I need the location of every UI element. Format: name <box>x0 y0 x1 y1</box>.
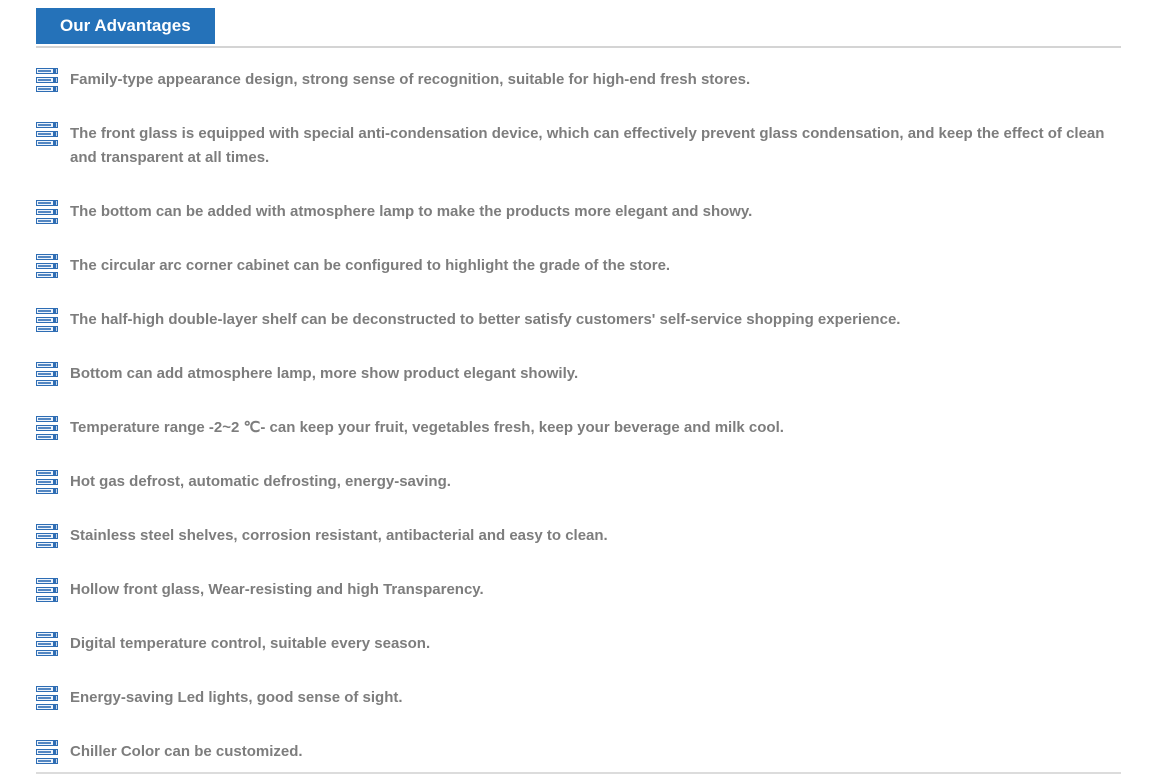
server-stack-icon <box>36 740 58 764</box>
advantage-text: Digital temperature control, suitable every season. <box>70 635 431 652</box>
advantage-text: Family-type appearance design, strong sense of recognition, suitable for high-end fresh stores. <box>70 71 751 88</box>
list-item <box>36 416 1121 440</box>
list-item <box>36 254 1121 278</box>
advantage-text: The half-high double-layer shelf can be deconstructed to better satisfy customers' self-service shopping experience. <box>70 311 901 328</box>
server-stack-icon <box>36 686 58 710</box>
advantage-text: Hollow front glass, Wear-resisting and high Transparency. <box>70 581 484 598</box>
section-title-badge: Our Advantages <box>36 8 215 44</box>
server-stack-icon <box>36 362 58 386</box>
advantage-text: Chiller Color can be customized. <box>70 743 303 760</box>
server-stack-icon <box>36 524 58 548</box>
advantage-text: Hot gas defrost, automatic defrosting, energy-saving. <box>70 473 451 490</box>
server-stack-icon <box>36 122 58 146</box>
list-item <box>36 122 1121 170</box>
server-stack-icon <box>36 578 58 602</box>
server-stack-icon <box>36 470 58 494</box>
list-item <box>36 362 1121 386</box>
advantage-text: Bottom can add atmosphere lamp, more show product elegant showily. <box>70 365 579 382</box>
advantages-list <box>36 68 1121 764</box>
server-stack-icon <box>36 416 58 440</box>
server-stack-icon <box>36 254 58 278</box>
list-item <box>36 470 1121 494</box>
server-stack-icon <box>36 68 58 92</box>
server-stack-icon <box>36 632 58 656</box>
advantage-text: The front glass is equipped with special anti-condensation device, which can effectively prevent glass condensation, and keep the effect of clean and transparent at all times. <box>70 125 1105 166</box>
advantage-text: Temperature range -2~2 ℃- can keep your fruit, vegetables fresh, keep your beverage and milk cool. <box>70 419 784 436</box>
advantage-text: The bottom can be added with atmosphere lamp to make the products more elegant and showy. <box>70 203 753 220</box>
server-stack-icon <box>36 308 58 332</box>
advantage-text: Energy-saving Led lights, good sense of sight. <box>70 689 403 706</box>
advantage-text: The circular arc corner cabinet can be configured to highlight the grade of the store. <box>70 257 671 274</box>
list-item <box>36 308 1121 332</box>
header-divider <box>36 46 1121 48</box>
advantage-text: Stainless steel shelves, corrosion resistant, antibacterial and easy to clean. <box>70 527 608 544</box>
list-item <box>36 200 1121 224</box>
list-item <box>36 68 1121 92</box>
list-item <box>36 686 1121 710</box>
server-stack-icon <box>36 200 58 224</box>
list-item <box>36 740 1121 764</box>
list-item <box>36 578 1121 602</box>
list-item <box>36 632 1121 656</box>
list-item <box>36 524 1121 548</box>
